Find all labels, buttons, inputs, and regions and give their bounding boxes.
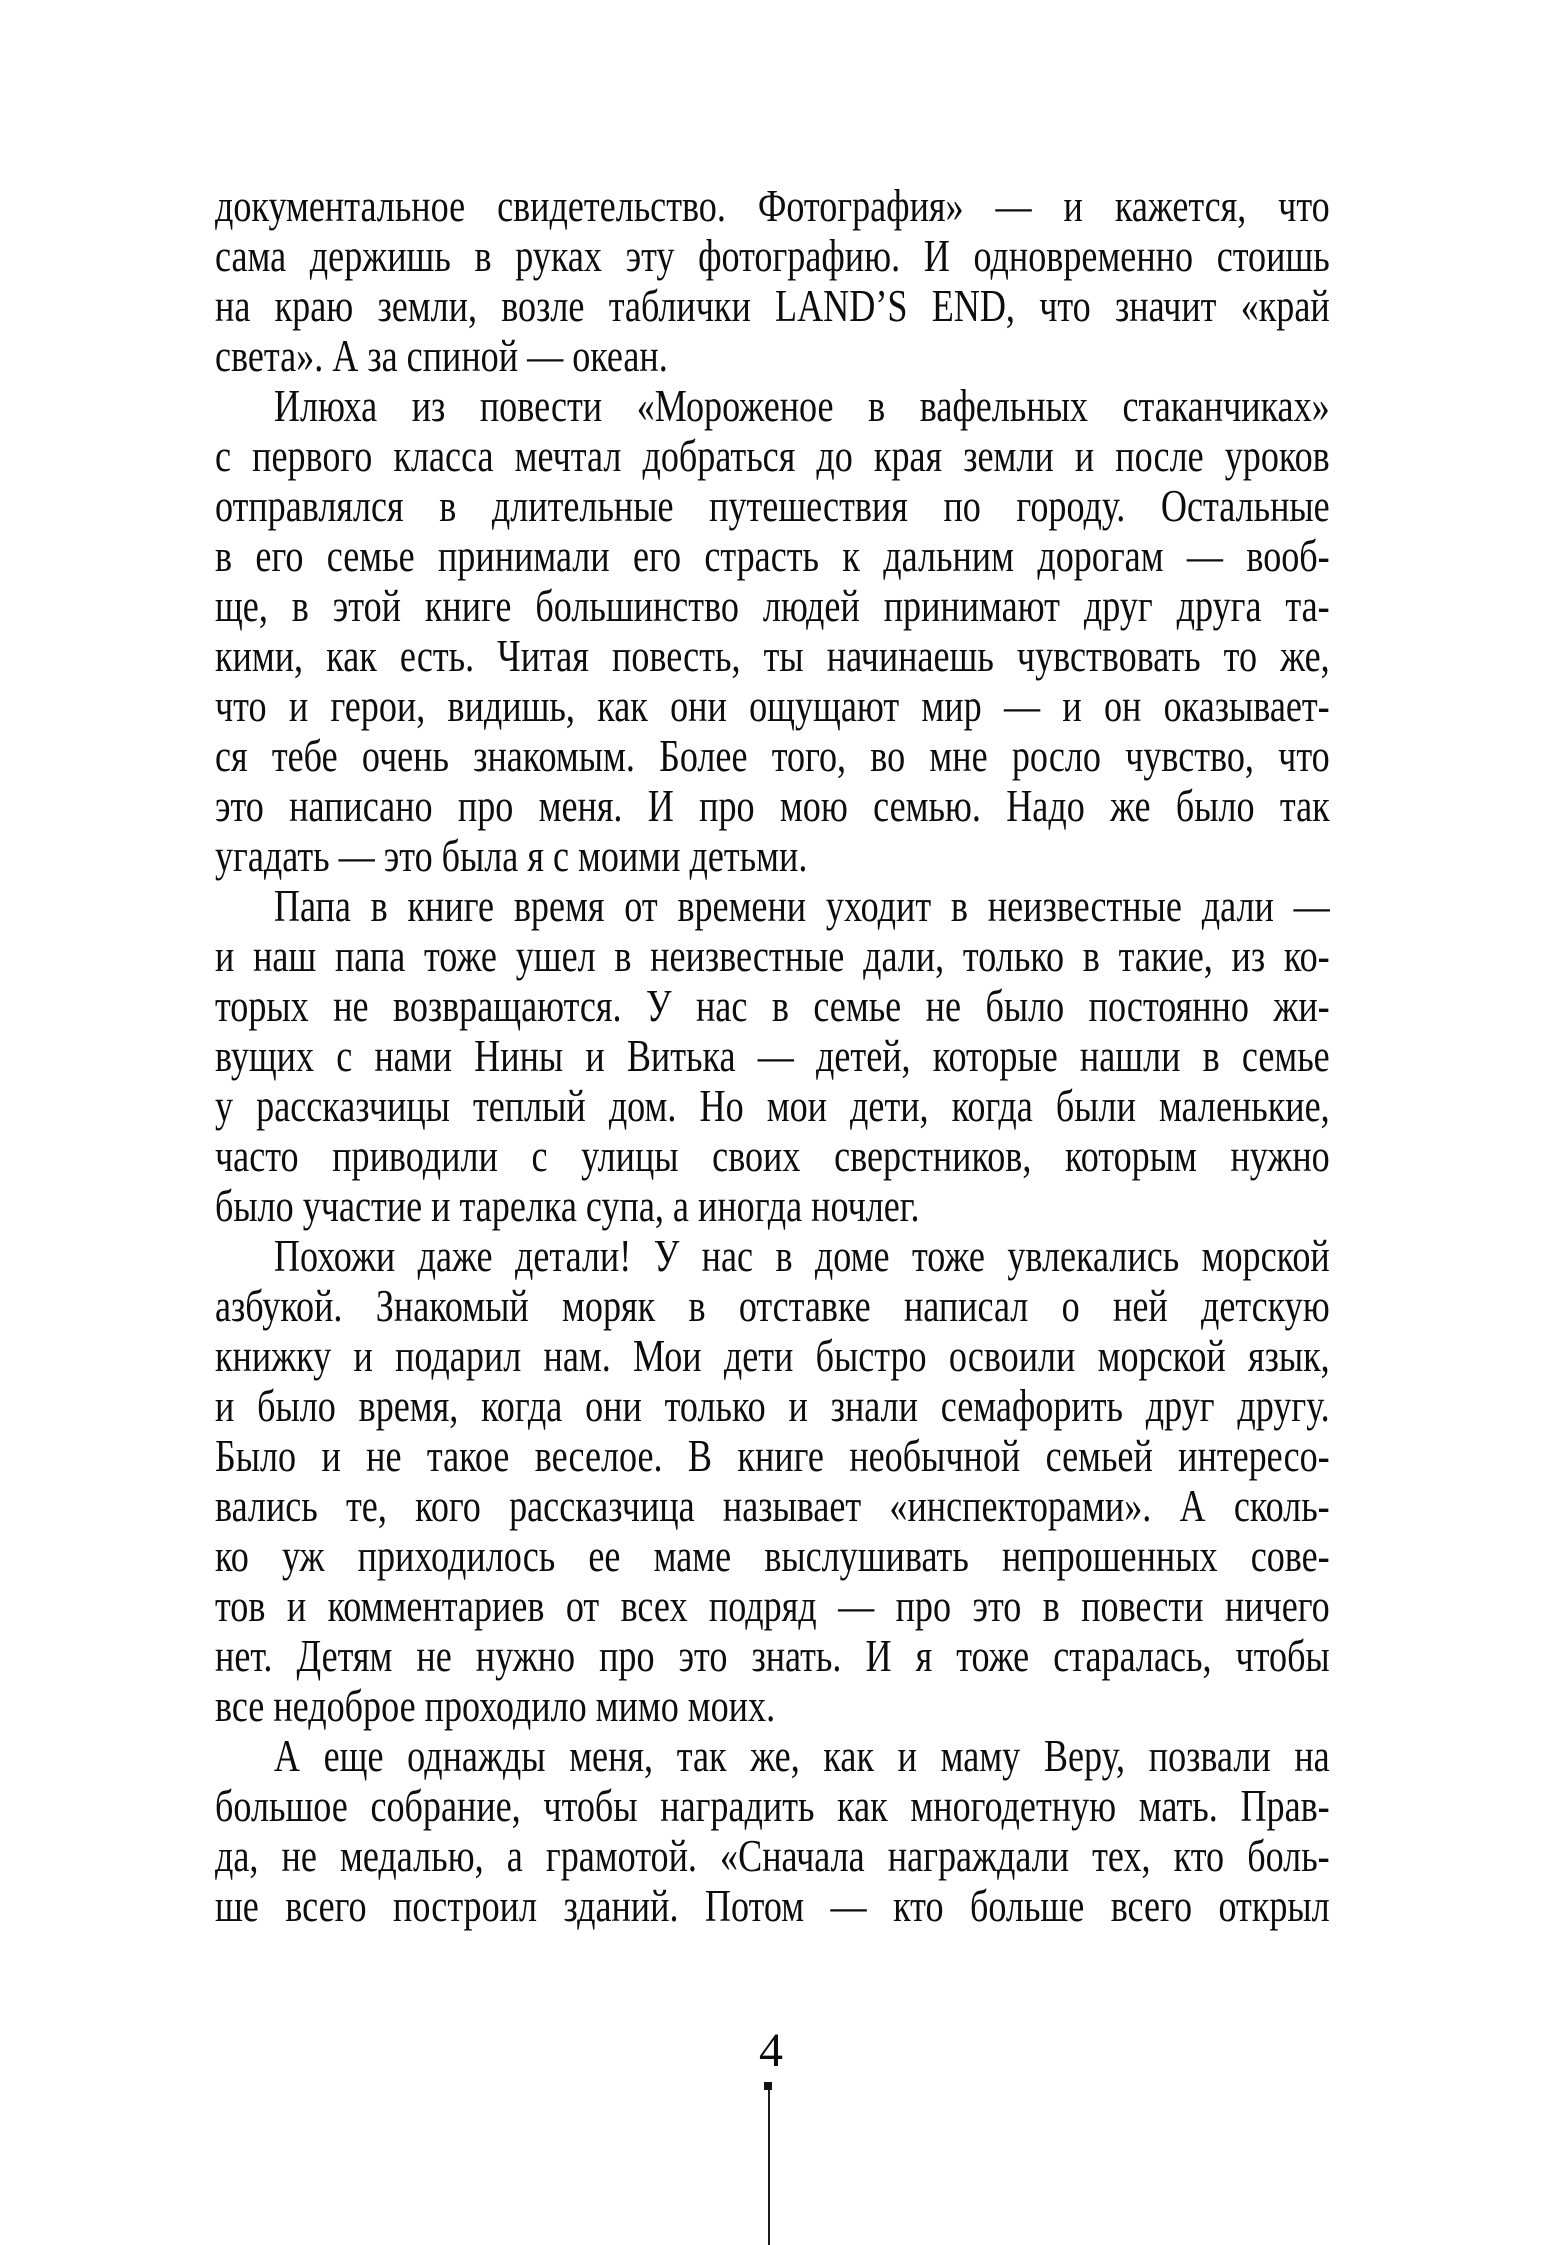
text-line: ся тебе очень знакомым. Более того, во мне росло чувство, что [215, 730, 1330, 781]
text-line: в его семье принимали его страсть к дальним дорогам — вооб- [215, 530, 1330, 581]
text-line: и наш папа тоже ушел в неизвестные дали, только в такие, из ко- [215, 930, 1330, 981]
text-line: и было время, когда они только и знали семафорить друг другу. [215, 1380, 1330, 1431]
text-line: угадать — это была я с моими детьми. [215, 830, 808, 881]
text-line: сама держишь в руках эту фотографию. И одновременно стоишь [215, 230, 1330, 281]
text-line: ше всего построил зданий. Потом — кто больше всего открыл [215, 1880, 1330, 1931]
text-line: все недоброе проходило мимо моих. [215, 1680, 776, 1731]
text-line: на краю земли, возле таблички LAND’S END, что значит «край [215, 280, 1330, 331]
paragraph [215, 1731, 1330, 1931]
paragraph [215, 881, 1330, 1231]
text-line: что и герои, видишь, как они ощущают мир — и он оказывает- [215, 680, 1330, 731]
text-line: вались те, кого рассказчица называет «инспекторами». А сколь- [215, 1480, 1330, 1531]
text-line: Похожи даже детали! У нас в доме тоже увлекались морской [273, 1230, 1330, 1281]
paragraph [215, 381, 1330, 881]
text-line: кими, как есть. Читая повесть, ты начинаешь чувствовать то же, [215, 630, 1330, 681]
text-line: Было и не такое веселое. В книге необычной семьей интересо- [215, 1430, 1330, 1481]
text-line: вущих с нами Нины и Витька — детей, которые нашли в семье [215, 1030, 1330, 1081]
text-line: у рассказчицы теплый дом. Но мои дети, когда были маленькие, [215, 1080, 1330, 1131]
footer-dot-ornament-icon [764, 2082, 772, 2090]
text-line: ще, в этой книге большинство людей принимают друг друга та- [215, 580, 1330, 631]
text-line: Илюха из повести «Мороженое в вафельных стаканчиках» [273, 380, 1330, 431]
text-line: это написано про меня. И про мою семью. Надо же было так [215, 780, 1330, 831]
text-line: документальное свидетельство. Фотография» — и кажется, что [215, 180, 1330, 231]
text-line: Папа в книге время от времени уходит в неизвестные дали — [273, 880, 1330, 931]
text-line: торых не возвращаются. У нас в семье не было постоянно жи- [215, 980, 1330, 1031]
text-line: азбукой. Знакомый моряк в отставке написал о ней детскую [215, 1280, 1330, 1331]
text-line: книжку и подарил нам. Мои дети быстро освоили морской язык, [215, 1330, 1330, 1381]
text-line: да, не медалью, а грамотой. «Сначала награждали тех, кто боль- [215, 1830, 1330, 1881]
text-line: тов и комментариев от всех подряд — про это в повести ничего [215, 1580, 1330, 1631]
footer-vertical-rule [768, 2090, 770, 2245]
text-line: отправлялся в длительные путешествия по городу. Остальные [215, 480, 1330, 531]
text-line: ко уж приходилось ее маме выслушивать непрошенных сове- [215, 1530, 1330, 1581]
text-line: А еще однажды меня, так же, как и маму Веру, позвали на [273, 1730, 1330, 1781]
text-line: нет. Детям не нужно про это знать. И я тоже старалась, чтобы [215, 1630, 1330, 1681]
text-line: было участие и тарелка супа, а иногда ночлег. [215, 1180, 920, 1231]
text-line: с первого класса мечтал добраться до края земли и после уроков [215, 430, 1330, 481]
text-line: часто приводили с улицы своих сверстников, которым нужно [215, 1130, 1330, 1181]
paragraph [215, 1231, 1330, 1731]
page-number: 4 [759, 2024, 783, 2077]
paragraph [215, 181, 1330, 381]
body-text [215, 181, 1330, 1931]
text-line: большое собрание, чтобы наградить как многодетную мать. Прав- [215, 1780, 1330, 1831]
text-line: света». А за спиной — океан. [215, 330, 668, 381]
